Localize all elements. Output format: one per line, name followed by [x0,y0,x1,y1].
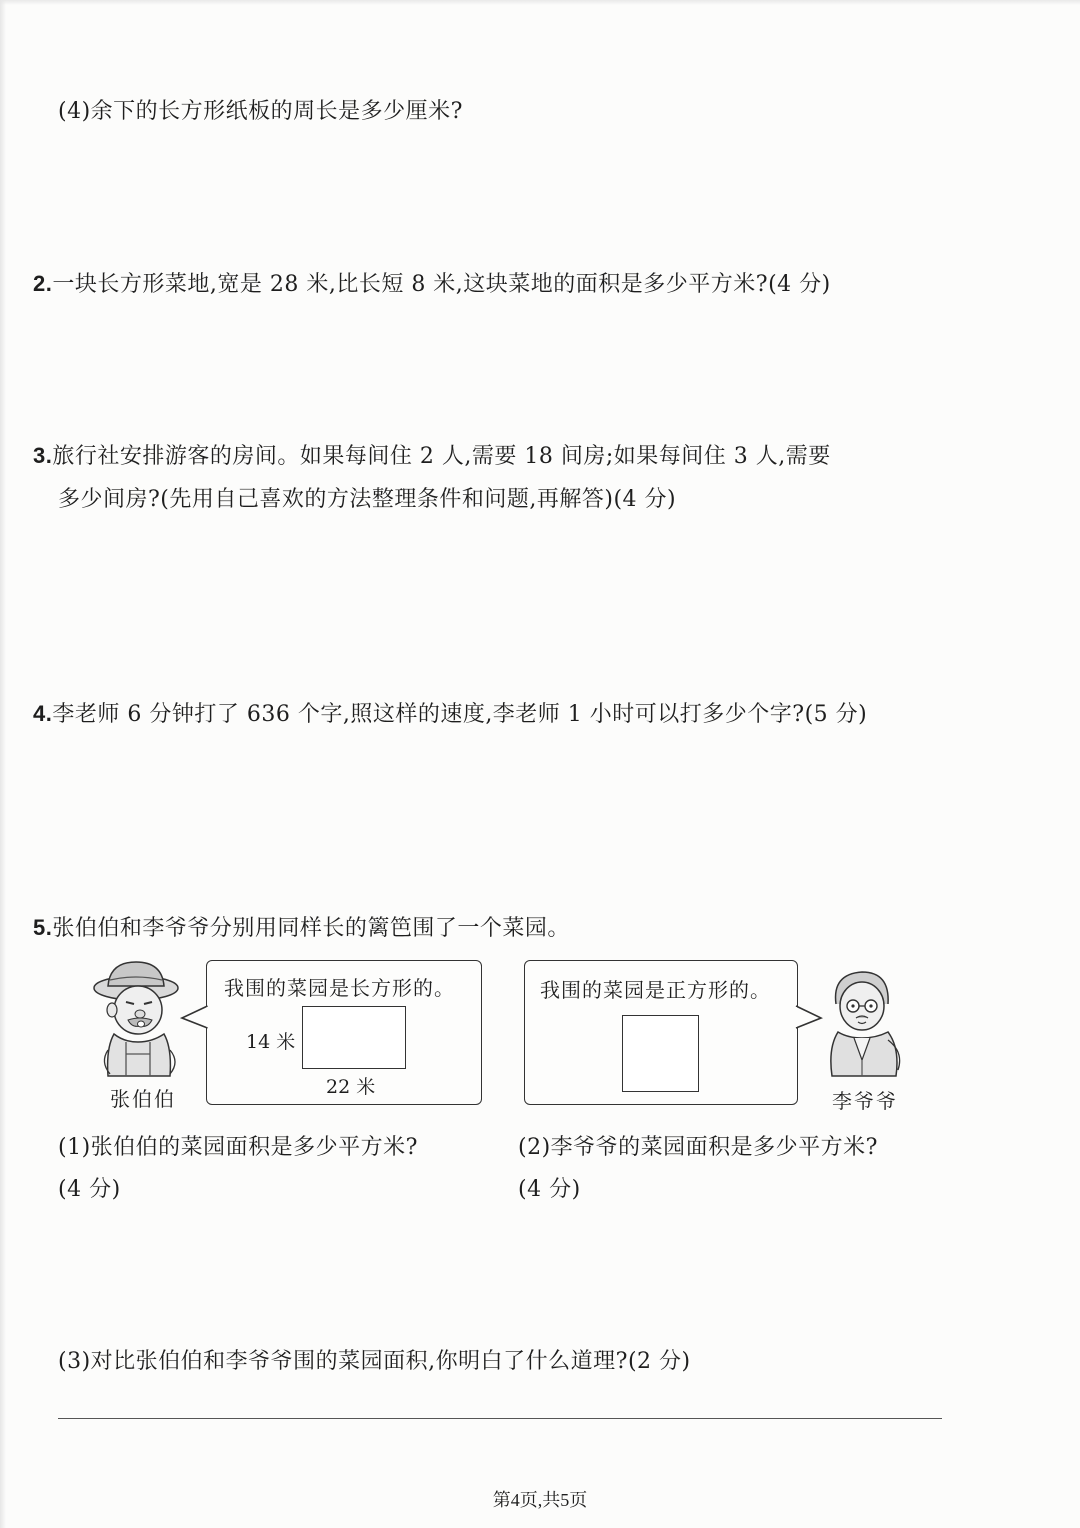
grandpa-li-illustration [822,964,908,1078]
question-2 [33,262,831,307]
question-3-number: 3. [33,443,53,468]
right-bubble-pointer [794,1004,824,1034]
rectangle-length-label: 22 米 [326,1076,376,1098]
question-5-text: 张伯伯和李爷爷分别用同样长的篱笆围了一个菜园。 [52,916,570,941]
question-5-part-2-score: (4 分) [518,1177,581,1202]
grandpa-li-label: 李爷爷 [832,1089,898,1113]
question-1-part-4: (4)余下的长方形纸板的周长是多少厘米? [58,99,463,124]
square-garden-diagram [622,1015,699,1092]
question-5-number: 5. [33,915,53,940]
left-bubble-pointer [180,1004,210,1034]
answer-line [58,1418,942,1419]
question-5-part-2: (2)李爷爷的菜园面积是多少平方米? [518,1135,878,1160]
rectangle-width-label: 14 米 [246,1031,296,1053]
question-5-part-3: (3)对比张伯伯和李爷爷围的菜园面积,你明白了什么道理?(2 分) [58,1349,691,1374]
question-2-number: 2. [33,271,53,296]
scan-left-edge [0,0,6,1528]
question-2-text: 一块长方形菜地,宽是 28 米,比长短 8 米,这块菜地的面积是多少平方米?(4 分) [52,272,831,297]
question-5 [33,906,570,951]
question-3-line-2: 多少间房?(先用自己喜欢的方法整理条件和问题,再解答)(4 分) [58,487,677,512]
page-footer: 第4页,共5页 [492,1490,588,1510]
scan-top-edge [0,0,1080,5]
uncle-zhang-label: 张伯伯 [110,1087,176,1111]
question-4 [33,692,867,737]
question-4-text: 李老师 6 分钟打了 636 个字,照这样的速度,李老师 1 小时可以打多少个字?(5 分) [52,702,868,727]
rectangle-garden-diagram [302,1006,406,1069]
right-bubble-speech: 我围的菜园是正方形的。 [540,978,771,1002]
question-3-text-line-1: 旅行社安排游客的房间。如果每间住 2 人,需要 18 间房;如果每间住 3 人,需要 [52,444,831,469]
question-5-part-1: (1)张伯伯的菜园面积是多少平方米? [58,1135,418,1160]
left-bubble-speech: 我围的菜园是长方形的。 [224,976,455,1000]
question-3-line-1 [33,434,831,479]
question-5-part-1-score: (4 分) [58,1177,121,1202]
question-4-number: 4. [33,701,53,726]
